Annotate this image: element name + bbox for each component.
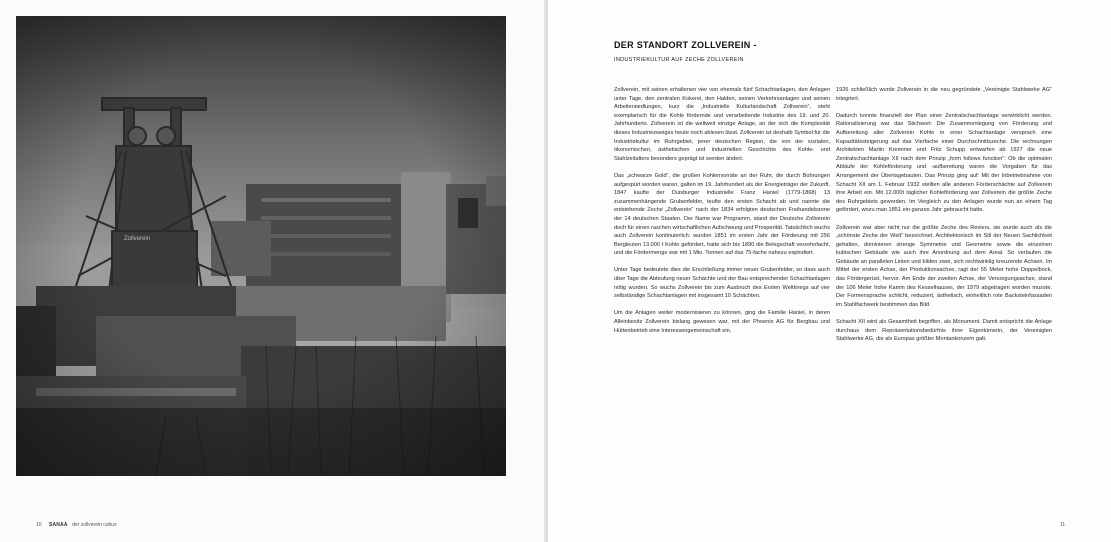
paragraph: Zollverein, mit seinen erhaltenen vier von ehemals fünf Schachtanlagen, den Anlagen unter Tage, den zentralen Kokerei, den Halden, seinen Verkehrsanlagen und seinen Arbeitersiedlungen, kurz die „Industrielle Kulturlandschaft Zollverein“, steht exemplarisch für die Kohle fördernde und verarbeitende Industrie des 19. und 20. Jahrhunderts. Zollverein ist die weltweit einzige Anlage, an der sich die Komplexität dieses Industriezweiges heute noch ablesen lässt. Zollverein ist deshalb Symbol für die Industriekultur im Ruhrgebiet, jener deutschen Region, die von der sozialen, ökonomischen, ästhetischen und industriellen Geschichte des Kohle- und Stahlzeitalters besonders geprägt ist werden ändert. [614,87,830,162]
zollverein-photo [16,16,506,476]
folio-caption: der zollverein cubus [72,522,117,528]
publisher-name: SANAA [48,522,68,528]
text-column-left [614,86,830,344]
folio-left [36,522,117,528]
article-heading: DER STANDORT ZOLLVEREIN - [614,40,757,50]
paragraph: Unter Tage bedeutete dies die Erschließung immer neuer Grubenfelder, so dass auch über Tage die Abteufung neuer Schächte und der Bau entsprechender Schachtanlagen nötig wurden. So wuchs Zollverein bis zum Ausbruch des Ersten Weltkriegs auf vier selbständige Schachtanlagen mit insgesamt 10 Schächten. [614,267,830,300]
article-subheading: INDUSTRIEKULTUR AUF ZECHE ZOLLVEREIN [614,57,744,63]
paragraph: Zollverein war aber nicht nur die größte Zeche des Reviers, sie wurde auch als die „schönste Zeche der Welt“ bezeichnet. Architektonisch im Stil der Neuen Sachlichkeit gehalten, dominieren strenge Symmetrie und Geometrie sowie die einzelnen kubischen Gebäude wie auch ihre Anordnung auf dem Areal. So verlaufen die Gebäude an parallelen Linien und bilden zwei, sich rechtwinklig kreuzende Achsen. Im Mittel der ersten Achse, der Produktionsachse, ragt der 55 Meter hohe Doppelbock, das Fördergerüst, hervor. Am Ende der zweiten Achse, der Versorgungsachse, stand der 106 Meter hohe Kamin des Kesselhauses, der 1979 abgetragen worden musste. Der Formensprache schlicht, reduziert, ästhetisch, einheitlich rote Backsteinfassaden im Stahlfachwerk bestimmen das Bild. [836,224,1052,308]
text-column-right [836,86,1052,352]
paragraph: Das „schwarze Gold“, die großen Kohlenvorräte an der Ruhr, die durch Bohrungen aufgespürt worden waren, galten im 19. Jahrhundert als der Energieträger der Zukunft. 1847 kaufte der Duisburger Industrielle Franz Haniel (1779-1868) 13 zusammenhängende Grubenfelder, teufte den ersten Schacht ab und nannte die entstehende Zeche „Zollverein“ nach der 1834 erfolgten deutschen Freihandelszone der 14 deutschen Staaten. Der Name war Programm, stand der Deutsche Zollverein doch für einen raschen wirtschaftlichen Aufschwung und Prosperität. Tatsächlich wuchs auch Zollverein kontinuierlich: wurden 1851 im ersten Jahr der Förderung mit 256 Bergleuten 13.000 t Kohle gefördert, hatte sich bis 1890 die Belegschaft verzehnfacht, und die Fördermenge war mit 1 Mio. Tonnen auf das 75-fache nahezu explodiert. [614,172,830,257]
paragraph: 1926 schließlich wurde Zollverein in die neu gegründete „Vereinigte Stahlwerke AG“ integriert. [836,87,1052,102]
paragraph: Dadurch konnte finanziell der Plan einer Zentralschachtanlage verwirklicht werden. Rationalisierung war das Stichwort: Die Zusammenlegung von Förderung und Aufbereitung aller Zollverein Kohle in einer Schachtanlage versprach eine Kapazitätssteigerung auf das Vierfache einer Durchschnittszeche. Die rechnungen Architekten Martin Kremmer und Fritz Schupp entwarfen ab 1927 die neue Zentralschachtanlage XII nach dem Prinzip „form follows function“: Ob die optimalen Abläufe der Kohleförderung und -aufbereitung waren die Vorgaben für das Arrangement der Übertagebauten. Das Prinzip ging auf: Mit der Inbetriebnahme von Schacht XII am 1. Februar 1932 stellten alle anderen Förderschächte auf Zollverein ihre Arbeit ein. Mit 12.000t täglicher Kohleförderung war Zollverein die größte Zeche des Ruhrgebiets geworden. Im Vergleich zu den Anlagen wurde nun an einem Tag gefördert, wozu man 1851 ein ganzes Jahr gebraucht hatte. [836,112,1052,214]
left-page [0,0,546,542]
paragraph: Um die Anlagen weiter modernisieren zu können, ging die Familie Haniel, in deren Alleinbesitz Zollverein bislang gewesen war, mit der Phoenix AG für Bergbau und Hüttenbetrieb eine Interessengemeinschaft ein. [614,310,830,334]
page-number-right: 11 [1060,522,1066,528]
paragraph: Schacht XII wird als Gesamtheit begriffen, als Monument. Damit entspricht die Anlage durchaus dem Repräsentationsbedürfnis ihrer Eigentümerin, der Vereinigten Stahlwerke AG, die als Europas größter Montankonzern galt. [836,319,1052,343]
page-number-left: 10 [36,522,42,528]
